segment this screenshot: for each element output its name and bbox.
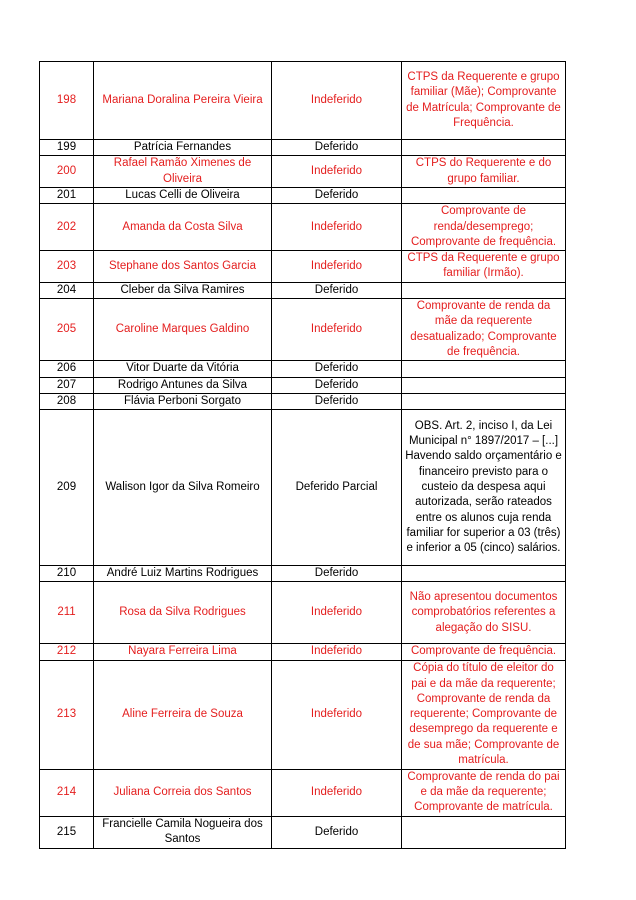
row-number-cell: 206 xyxy=(40,361,94,377)
status-cell: Deferido xyxy=(272,361,402,377)
status-cell: Indeferido xyxy=(272,644,402,660)
status-cell: Deferido xyxy=(272,187,402,203)
status-cell: Deferido xyxy=(272,377,402,393)
status-cell: Deferido xyxy=(272,282,402,298)
results-table-body xyxy=(40,62,566,849)
table-row xyxy=(40,361,566,377)
status-cell: Indeferido xyxy=(272,251,402,283)
student-name-cell: André Luiz Martins Rodrigues xyxy=(94,566,272,582)
row-number-cell: 212 xyxy=(40,644,94,660)
observation-cell xyxy=(402,566,566,582)
row-number-cell: 210 xyxy=(40,566,94,582)
table-row xyxy=(40,187,566,203)
table-row xyxy=(40,377,566,393)
table-row xyxy=(40,251,566,283)
status-cell: Indeferido xyxy=(272,204,402,251)
row-number-cell: 199 xyxy=(40,140,94,156)
observation-cell: CTPS do Requerente e do grupo familiar. xyxy=(402,156,566,188)
row-number-cell: 198 xyxy=(40,62,94,140)
table-row xyxy=(40,282,566,298)
row-number-cell: 200 xyxy=(40,156,94,188)
observation-cell: CTPS da Requerente e grupo familiar (Mãe); Comprovante de Matrícula; Comprovante de Frequência. xyxy=(402,62,566,140)
table-row xyxy=(40,140,566,156)
student-name-cell: Amanda da Costa Silva xyxy=(94,204,272,251)
row-number-cell: 214 xyxy=(40,769,94,816)
table-row xyxy=(40,660,566,769)
observation-cell xyxy=(402,282,566,298)
row-number-cell: 204 xyxy=(40,282,94,298)
results-table xyxy=(39,61,566,849)
observation-cell: CTPS da Requerente e grupo familiar (Irmão). xyxy=(402,251,566,283)
observation-cell: Comprovante de renda/desemprego; Comprovante de frequência. xyxy=(402,204,566,251)
table-row xyxy=(40,62,566,140)
row-number-cell: 202 xyxy=(40,204,94,251)
status-cell: Indeferido xyxy=(272,62,402,140)
status-cell: Indeferido xyxy=(272,582,402,644)
row-number-cell: 203 xyxy=(40,251,94,283)
table-row xyxy=(40,410,566,566)
status-cell: Deferido xyxy=(272,566,402,582)
student-name-cell: Patrícia Fernandes xyxy=(94,140,272,156)
student-name-cell: Cleber da Silva Ramires xyxy=(94,282,272,298)
student-name-cell: Caroline Marques Galdino xyxy=(94,299,272,361)
student-name-cell: Stephane dos Santos Garcia xyxy=(94,251,272,283)
status-cell: Indeferido xyxy=(272,299,402,361)
row-number-cell: 201 xyxy=(40,187,94,203)
row-number-cell: 213 xyxy=(40,660,94,769)
observation-cell: Cópia do título de eleitor do pai e da mãe da requerente; Comprovante de renda da requerente; Comprovante de desemprego da requerente e de sua mãe; Comprovante de matrícula. xyxy=(402,660,566,769)
student-name-cell: Francielle Camila Nogueira dos Santos xyxy=(94,816,272,848)
observation-cell: OBS. Art. 2, inciso I, da Lei Municipal n° 1897/2017 – [...] Havendo saldo orçamentário e financeiro previsto para o custeio da despesa aqui autorizada, serão rateados entre os alunos cuja renda familiar for superior a 03 (três) e inferior a 05 (cinco) salários. xyxy=(402,410,566,566)
student-name-cell: Aline Ferreira de Souza xyxy=(94,660,272,769)
status-cell: Deferido Parcial xyxy=(272,410,402,566)
observation-cell xyxy=(402,377,566,393)
status-cell: Indeferido xyxy=(272,156,402,188)
table-row xyxy=(40,299,566,361)
student-name-cell: Juliana Correia dos Santos xyxy=(94,769,272,816)
status-cell: Indeferido xyxy=(272,660,402,769)
observation-cell: Comprovante de renda do pai e da mãe da requerente; Comprovante de matrícula. xyxy=(402,769,566,816)
row-number-cell: 205 xyxy=(40,299,94,361)
row-number-cell: 211 xyxy=(40,582,94,644)
row-number-cell: 208 xyxy=(40,393,94,409)
status-cell: Deferido xyxy=(272,140,402,156)
table-row xyxy=(40,566,566,582)
status-cell: Deferido xyxy=(272,816,402,848)
student-name-cell: Rodrigo Antunes da Silva xyxy=(94,377,272,393)
observation-cell: Comprovante de renda da mãe da requerente desatualizado; Comprovante de frequência. xyxy=(402,299,566,361)
student-name-cell: Mariana Doralina Pereira Vieira xyxy=(94,62,272,140)
student-name-cell: Rosa da Silva Rodrigues xyxy=(94,582,272,644)
status-cell: Indeferido xyxy=(272,769,402,816)
student-name-cell: Rafael Ramão Ximenes de Oliveira xyxy=(94,156,272,188)
table-row xyxy=(40,582,566,644)
observation-cell xyxy=(402,361,566,377)
student-name-cell: Lucas Celli de Oliveira xyxy=(94,187,272,203)
status-cell: Deferido xyxy=(272,393,402,409)
student-name-cell: Nayara Ferreira Lima xyxy=(94,644,272,660)
table-row xyxy=(40,816,566,848)
table-row xyxy=(40,393,566,409)
observation-cell xyxy=(402,140,566,156)
table-row xyxy=(40,769,566,816)
observation-cell xyxy=(402,816,566,848)
student-name-cell: Flávia Perboni Sorgato xyxy=(94,393,272,409)
observation-cell xyxy=(402,393,566,409)
table-row xyxy=(40,644,566,660)
table-row xyxy=(40,156,566,188)
table-row xyxy=(40,204,566,251)
observation-cell xyxy=(402,187,566,203)
student-name-cell: Vitor Duarte da Vitória xyxy=(94,361,272,377)
row-number-cell: 207 xyxy=(40,377,94,393)
student-name-cell: Walison Igor da Silva Romeiro xyxy=(94,410,272,566)
observation-cell: Comprovante de frequência. xyxy=(402,644,566,660)
row-number-cell: 209 xyxy=(40,410,94,566)
row-number-cell: 215 xyxy=(40,816,94,848)
observation-cell: Não apresentou documentos comprobatórios referentes a alegação do SISU. xyxy=(402,582,566,644)
